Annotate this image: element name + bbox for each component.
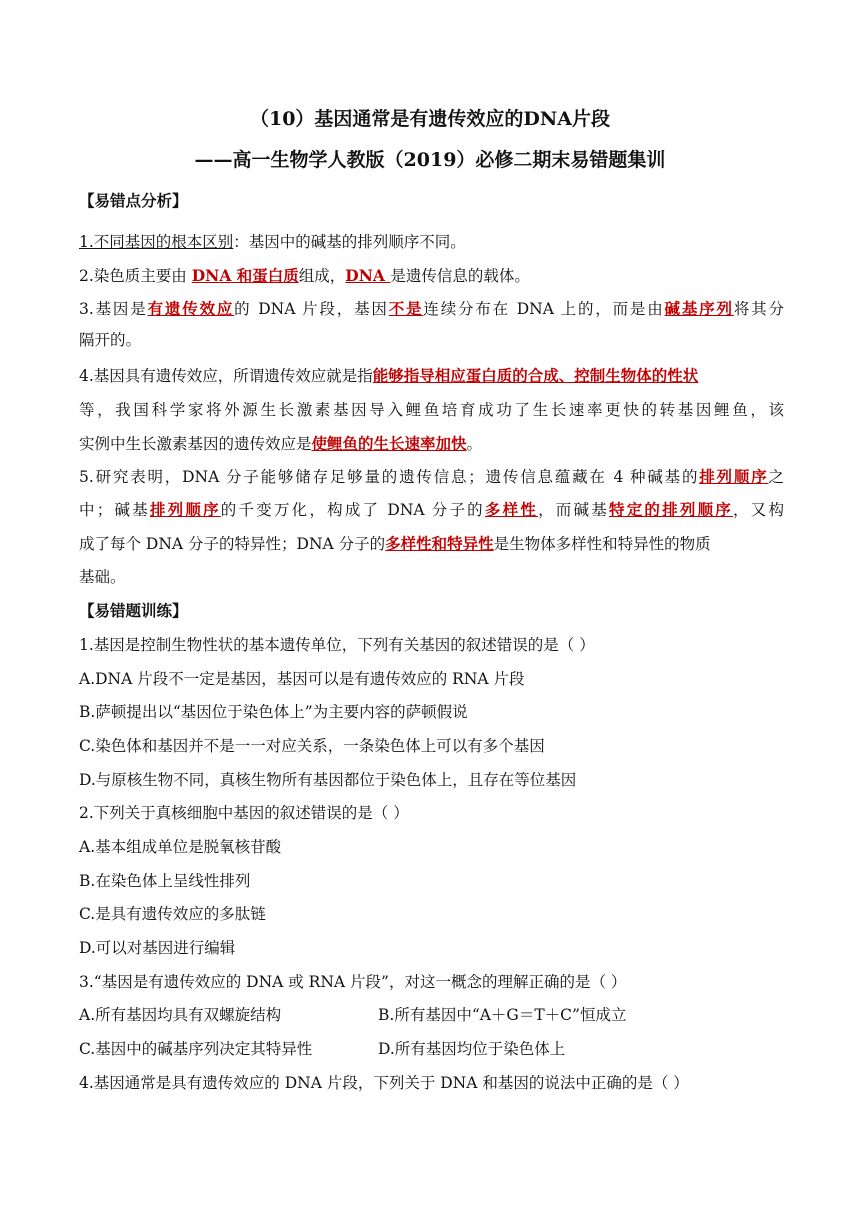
- point-3-line-1: [79, 299, 784, 319]
- question-3-option-d: D.所有基因均位于染色体上: [378, 1040, 566, 1058]
- point-4-text-d: 。: [466, 435, 483, 453]
- question-1-option-b: B.萨顿提出以“基因位于染色体上”为主要内容的萨顿假说: [79, 703, 468, 721]
- point-4-text-b: 等，我国科学家将外源生长激素基因导入鲤鱼培育成功了生长速率更快的转基因鲤鱼，该: [79, 401, 784, 419]
- point-3-keyword-1: 有遗传效应: [147, 299, 235, 318]
- question-2-option-c: C.是具有遗传效应的多肽链: [79, 905, 266, 923]
- point-5-text-h: 是生物体多样性和特异性的物质: [493, 535, 711, 553]
- point-5-line-2-inner: [79, 500, 784, 520]
- point-4-text-c: 实例中生长激素基因的遗传效应是: [79, 435, 312, 453]
- point-2-text-c: 是遗传信息的载体。: [390, 267, 530, 285]
- point-5-keyword-4: 特定的排列顺序: [608, 500, 734, 519]
- question-2-stem: 2.下列关于真核细胞中基因的叙述错误的是（ ）: [79, 804, 409, 822]
- point-3-text-d: 将其分: [733, 300, 784, 318]
- analysis-point-3: [79, 299, 784, 319]
- point-2-text-a: 2.染色质主要由: [79, 267, 192, 285]
- point-5-line-3: [79, 534, 784, 554]
- point-3-keyword-2: 不是: [388, 299, 424, 318]
- point-4-keyword-2: 使鲤鱼的生长速率加快: [311, 434, 467, 453]
- point-3-line-2: 隔开的。: [79, 331, 142, 349]
- document-title: （10）基因通常是有遗传效应的DNA片段: [249, 108, 611, 130]
- point-5-text-a: 5.研究表明，DNA 分子能够储存足够量的遗传信息；遗传信息蕴藏在 4 种碱基的: [79, 468, 700, 486]
- point-5-keyword-1: 排列顺序: [699, 467, 769, 486]
- question-3-option-b: B.所有基因中“A＋G＝T＋C”恒成立: [378, 1006, 627, 1024]
- point-4-text-a: 4.基因具有遗传效应，所谓遗传效应就是指: [79, 367, 373, 385]
- question-1-option-c: C.染色体和基因并不是一一对应关系，一条染色体上可以有多个基因: [79, 737, 545, 755]
- point-5-text-c: 中；碱基: [79, 501, 150, 519]
- point-5-text-d: 的千变万化，构成了 DNA 分子的: [220, 501, 485, 519]
- point-3-text-c: 连续分布在 DNA 上的，而是由: [423, 300, 665, 318]
- analysis-point-5: [79, 467, 784, 487]
- question-1-option-d: D.与原核生物不同，真核生物所有基因都位于染色体上，且存在等位基因: [79, 771, 577, 789]
- section-heading-training: 【易错题训练】: [79, 601, 188, 620]
- question-2-option-d: D.可以对基因进行编辑: [79, 939, 236, 957]
- point-3-text-b: 的 DNA 片段，基因: [234, 300, 389, 318]
- point-5-line-2: [79, 500, 784, 520]
- question-4-stem: 4.基因通常是具有遗传效应的 DNA 片段，下列关于 DNA 和基因的说法中正确的是（ ）: [79, 1074, 689, 1092]
- point-5-text-g: 成了每个 DNA 分子的特异性；DNA 分子的: [79, 535, 386, 553]
- section-heading-analysis: 【易错点分析】: [79, 191, 188, 210]
- point-2-keyword-2: DNA: [345, 266, 391, 285]
- point-5-keyword-5: 多样性和特异性: [385, 534, 494, 553]
- question-3-option-c: C.基因中的碱基序列决定其特异性: [79, 1040, 313, 1058]
- point-4-keyword-1: 能够指导相应蛋白质的合成、控制生物体的性状: [372, 366, 699, 385]
- question-3-row-2: [79, 1039, 784, 1059]
- point-5-text-b: 之: [768, 468, 784, 486]
- question-3-option-a: A.所有基因均具有双螺旋结构: [79, 1006, 282, 1024]
- question-2-option-a: A.基本组成单位是脱氧核苷酸: [79, 838, 282, 856]
- point-5-keyword-2: 排列顺序: [149, 500, 221, 519]
- question-2-option-b: B.在染色体上呈线性排列: [79, 872, 251, 890]
- question-1-option-a: A.DNA 片段不一定是基因，基因可以是有遗传效应的 RNA 片段: [79, 670, 525, 688]
- point-2-keyword-1: DNA 和蛋白质: [191, 266, 299, 285]
- point-4-line-3: [79, 434, 784, 454]
- analysis-point-1: [79, 232, 784, 252]
- question-3-row-1: [79, 1005, 784, 1025]
- point-2-text-b: 组成，: [298, 267, 346, 285]
- point-1-text: ：基因中的碱基的排列顺序不同。: [233, 233, 466, 251]
- point-1-lead: 1.不同基因的根本区别: [79, 233, 234, 251]
- point-5-line-4: 基础。: [79, 568, 126, 586]
- document-subtitle: ——高一生物学人教版（2019）必修二期末易错题集训: [194, 149, 666, 171]
- question-1-stem: 1.基因是控制生物性状的基本遗传单位，下列有关基因的叙述错误的是（ ）: [79, 636, 595, 654]
- point-3-keyword-3: 碱基序列: [664, 299, 734, 318]
- analysis-point-4: [79, 366, 784, 386]
- point-3-text-a: 3.基因是: [79, 300, 148, 318]
- question-3-stem: 3.“基因是有遗传效应的 DNA 或 RNA 片段”，对这一概念的理解正确的是（ ）: [79, 973, 627, 991]
- point-4-line-2: [79, 400, 784, 420]
- point-5-line-1: [79, 467, 784, 487]
- analysis-point-2: [79, 266, 784, 286]
- point-5-text-f: ，又构: [733, 501, 784, 519]
- point-5-keyword-3: 多样性: [484, 500, 539, 519]
- point-5-text-e: ，而碱基: [538, 501, 609, 519]
